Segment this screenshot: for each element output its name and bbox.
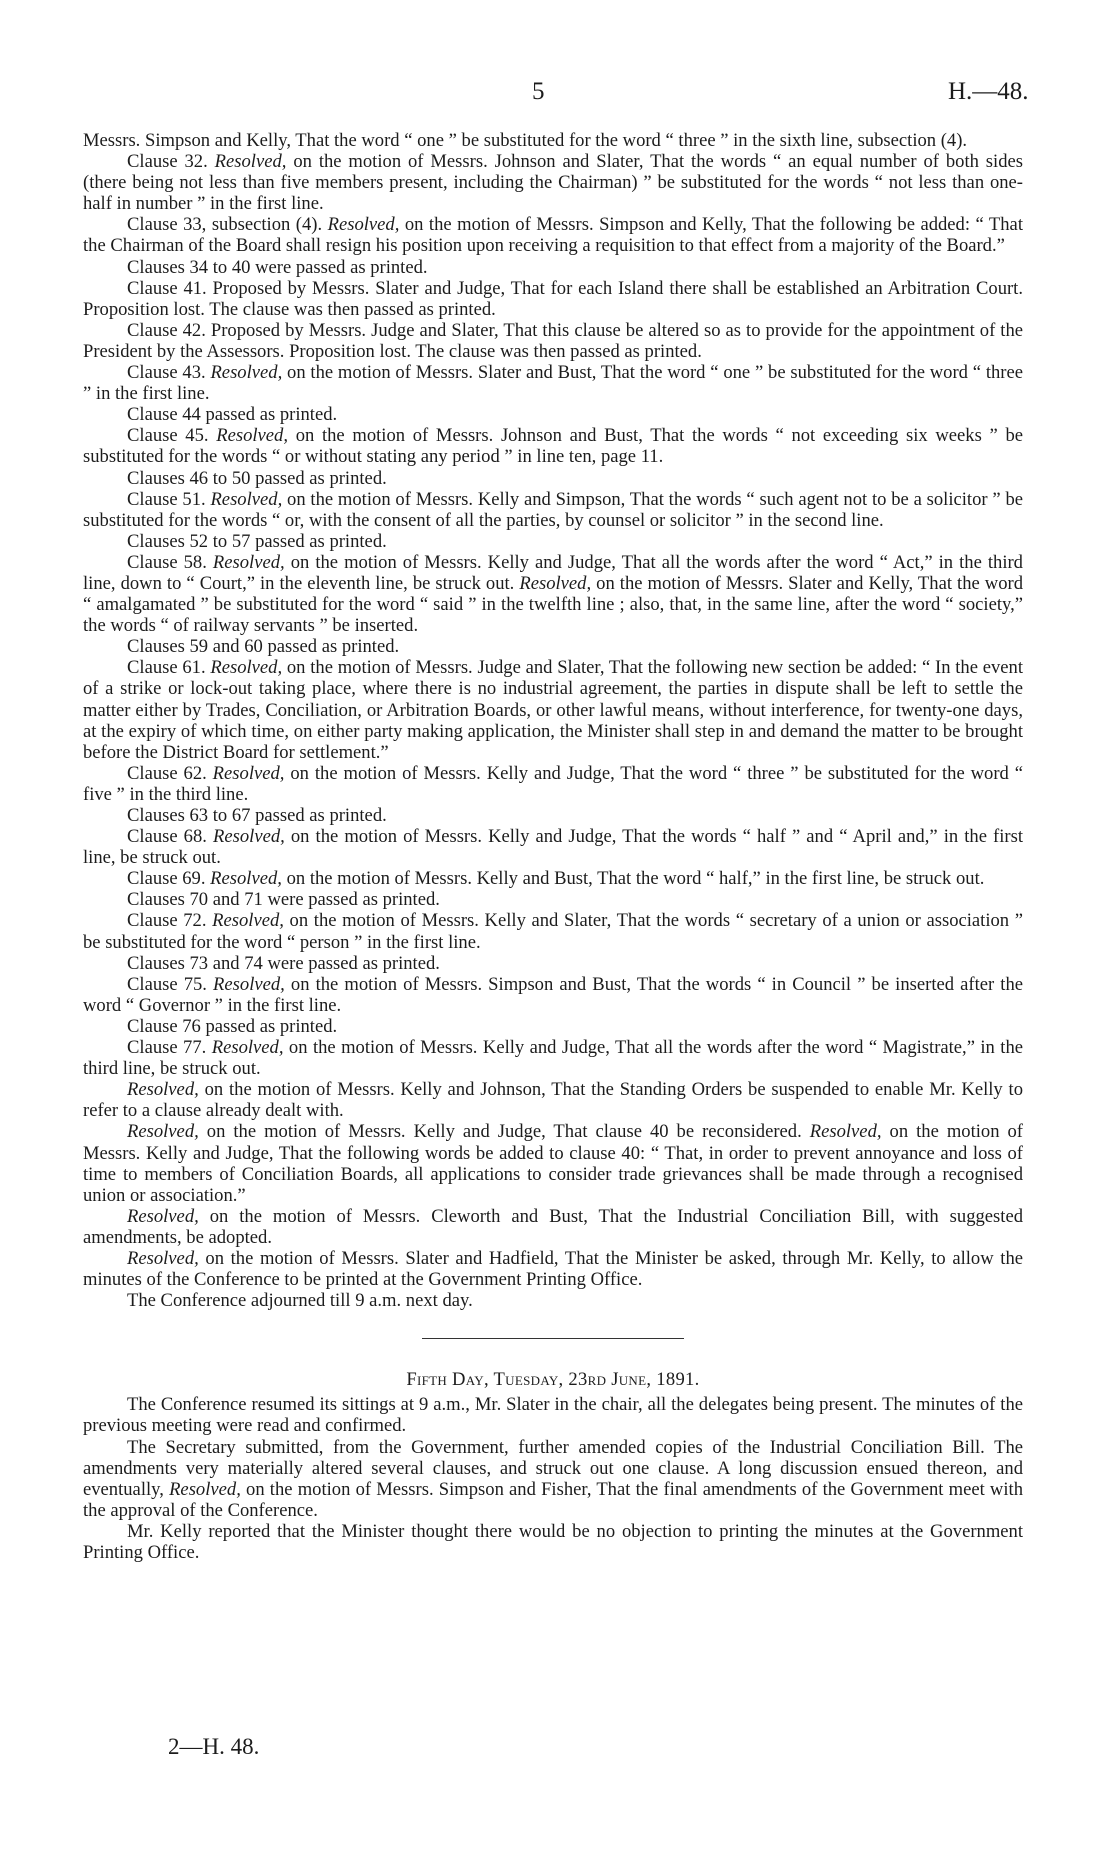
text-run: Clause 44 passed as printed. bbox=[127, 404, 338, 426]
paragraph bbox=[83, 974, 1023, 1016]
paragraph bbox=[83, 531, 1023, 552]
italic-run: Resolved, bbox=[127, 1079, 199, 1101]
italic-run: Resolved, bbox=[212, 910, 284, 932]
text-run: Clause 58. bbox=[127, 551, 213, 573]
text-run: Clauses 34 to 40 were passed as printed. bbox=[127, 256, 428, 278]
italic-run: Resolved, bbox=[214, 151, 287, 173]
paragraph bbox=[83, 404, 1023, 425]
text-run: Clause 76 passed as printed. bbox=[127, 1015, 338, 1037]
paragraph bbox=[83, 1437, 1023, 1521]
paragraph bbox=[83, 468, 1023, 489]
paragraph bbox=[83, 805, 1023, 826]
paragraph bbox=[83, 1248, 1023, 1290]
section-divider bbox=[422, 1338, 684, 1339]
text-run: Clause 69. bbox=[127, 868, 211, 890]
paragraph bbox=[83, 763, 1023, 805]
paragraph bbox=[83, 1079, 1023, 1121]
document-body bbox=[83, 130, 1023, 1563]
text-run: on the motion of Messrs. Kelly and Slater, That the words “ secretary of a union or association ” be substituted for the word “ person ” in the first line. bbox=[83, 910, 1023, 953]
text-run: on the motion of Messrs. Kelly and Judge, That the word “ three ” be substituted for the word “ five ” in the third line. bbox=[83, 762, 1023, 805]
paragraph bbox=[83, 657, 1023, 762]
italic-run: Resolved, bbox=[327, 214, 400, 236]
italic-run: Resolved, bbox=[519, 572, 592, 594]
text-run: on the motion of Messrs. Kelly and Judge, That all the words after the word “ Magistrate,” in the third line, be struck out. bbox=[83, 1037, 1023, 1080]
text-run: Clause 72. bbox=[127, 910, 213, 932]
paragraph bbox=[83, 278, 1023, 320]
italic-run: Resolved, bbox=[213, 826, 285, 848]
text-run: Clauses 59 and 60 passed as printed. bbox=[127, 636, 400, 658]
italic-run: Resolved, bbox=[210, 657, 283, 679]
paragraph bbox=[83, 257, 1023, 278]
text-run: Clause 33, subsection (4). bbox=[127, 214, 328, 236]
text-run: Clause 45. bbox=[127, 425, 217, 447]
italic-run: Resolved, bbox=[210, 362, 283, 384]
text-run: on the motion of Messrs. Johnson and Bust, That the words “ not exceeding six weeks ” be substituted for the words “ or without stating any period ” in line ten, page 11. bbox=[83, 425, 1023, 468]
paragraph bbox=[83, 362, 1023, 404]
paragraph bbox=[83, 151, 1023, 214]
text-run: Clause 77. bbox=[127, 1037, 212, 1059]
text-run: Clause 68. bbox=[127, 826, 214, 848]
paragraph bbox=[83, 826, 1023, 868]
paragraph bbox=[83, 425, 1023, 467]
italic-run: Resolved, bbox=[809, 1121, 882, 1143]
text-run: on the motion of Messrs. Slater and Kelly, That the word “ amalgamated ” be substituted for the word “ said ” in the twelfth line ; also, that, in the same line, after the word “ society,” the words “ of railway servants ” be inserted. bbox=[83, 572, 1023, 637]
text-run: on the motion of Messrs. Cleworth and Bust, That the Industrial Conciliation Bill, with suggested amendments, be adopted. bbox=[83, 1205, 1023, 1248]
paragraph bbox=[83, 130, 1023, 151]
paragraph bbox=[83, 1016, 1023, 1037]
text-run: on the motion of Messrs. Kelly and Bust, That the word “ half,” in the first line, be struck out. bbox=[281, 868, 985, 890]
text-run: The Conference adjourned till 9 a.m. next day. bbox=[127, 1290, 473, 1312]
paragraph bbox=[83, 214, 1023, 256]
paragraph bbox=[83, 1394, 1023, 1436]
text-run: Clause 43. bbox=[127, 362, 211, 384]
text-run: on the motion of Messrs. Simpson and Fisher, That the final amendments of the Government meet with the approval of the Conference. bbox=[83, 1478, 1023, 1521]
italic-run: Resolved, bbox=[213, 973, 285, 995]
text-run: Clauses 46 to 50 passed as printed. bbox=[127, 467, 387, 489]
minutes-after bbox=[83, 1394, 1023, 1563]
paragraph bbox=[83, 953, 1023, 974]
italic-run: Resolved, bbox=[212, 762, 285, 784]
text-run: Clauses 73 and 74 were passed as printed. bbox=[127, 952, 440, 974]
paragraph bbox=[83, 1521, 1023, 1563]
text-run: Clause 51. bbox=[127, 488, 211, 510]
italic-run: Resolved, bbox=[211, 1037, 284, 1059]
italic-run: Resolved, bbox=[127, 1205, 199, 1227]
italic-run: Resolved, bbox=[212, 551, 285, 573]
italic-run: Resolved, bbox=[210, 488, 283, 510]
paragraph bbox=[83, 489, 1023, 531]
italic-run: Resolved, bbox=[216, 425, 288, 447]
italic-run: Resolved, bbox=[127, 1247, 199, 1269]
paragraph bbox=[83, 1037, 1023, 1079]
text-run: on the motion of Messrs. Kelly and Judge, That all the words after the word “ Act,” in the third line, down to “ Court,” in the eleventh line, be struck out. bbox=[83, 551, 1023, 594]
paragraph bbox=[83, 320, 1023, 362]
page-number: 5 bbox=[532, 78, 545, 105]
text-run: on the motion of Messrs. Kelly and Judge, That the words “ half ” and “ April and,” in the first line, be struck out. bbox=[83, 826, 1023, 869]
paragraph bbox=[83, 552, 1023, 636]
italic-run: Resolved, bbox=[169, 1478, 241, 1500]
text-run: Clause 32. bbox=[127, 151, 215, 173]
text-run: Messrs. Simpson and Kelly, That the word “ one ” be substituted for the word “ three ” in the sixth line, subsection (4). bbox=[83, 130, 968, 151]
paragraph bbox=[83, 910, 1023, 952]
paragraph bbox=[83, 868, 1023, 889]
text-run: on the motion of Messrs. Slater and Bust, That the word “ one ” be substituted for the word “ three ” in the first line. bbox=[83, 362, 1023, 405]
text-run: Clauses 52 to 57 passed as printed. bbox=[127, 530, 387, 552]
text-run: Mr. Kelly reported that the Minister thought there would be no objection to printing the minutes at the Government Printing Office. bbox=[83, 1520, 1023, 1563]
paragraph bbox=[83, 1290, 1023, 1311]
text-run: Clause 42. Proposed by Messrs. Judge and Slater, That this clause be altered so as to provide for the appointment of the President by the Assessors. Proposition lost. The clause was then passed as printed. bbox=[83, 319, 1023, 362]
text-run: on the motion of Messrs. Judge and Slater, That the following new section be added: “ In the event of a strike or lock-out taking place, where there is no industrial agreement, the parties in dispute shall be left to settle the matter either by Trades, Conciliation, or Arbitration Boards, or other lawful means, without interference, for twenty-one days, at the expiry of which time, on either party making application, the Minister shall step in and demand the matter to be brought before the District Board for settlement.” bbox=[83, 657, 1023, 763]
text-run: Clause 75. bbox=[127, 973, 214, 995]
day-heading: Fifth Day, Tuesday, 23rd June, 1891. bbox=[406, 1369, 700, 1391]
sheet-signature: 2—H. 48. bbox=[168, 1734, 260, 1759]
text-run: Clauses 70 and 71 were passed as printed. bbox=[127, 889, 440, 911]
paragraph bbox=[83, 1121, 1023, 1205]
document-reference: H.—48. bbox=[948, 78, 1029, 105]
text-run: on the motion of Messrs. Kelly and Judge, That the following words be added to clause 40: “ That, in order to prevent annoyance and loss of time to members of Conciliation Boards, all applications to consider trade grievances shall be made through a recognised union or association.” bbox=[83, 1121, 1023, 1206]
text-run: on the motion of Messrs. Kelly and Johnson, That the Standing Orders be suspended to enable Mr. Kelly to refer to a clause already dealt with. bbox=[83, 1079, 1023, 1122]
italic-run: Resolved, bbox=[127, 1121, 199, 1143]
text-run: on the motion of Messrs. Simpson and Bust, That the words “ in Council ” be inserted after the word “ Governor ” in the first line. bbox=[83, 973, 1023, 1016]
text-run: Clause 41. Proposed by Messrs. Slater and Judge, That for each Island there shall be established an Arbitration Court. Proposition lost. The clause was then passed as printed. bbox=[83, 277, 1023, 320]
text-run: on the motion of Messrs. Johnson and Slater, That the words “ an equal number of both sides (there being not less than five members present, including the Chairman) ” be substituted for the words “ not less than one-half in number ” in the first line. bbox=[83, 151, 1023, 215]
paragraph bbox=[83, 889, 1023, 910]
text-run: on the motion of Messrs. Kelly and Simpson, That the words “ such agent not to be a solicitor ” be substituted for the words “ or, with the consent of all the parties, by counsel or solicitor ” in the second line. bbox=[83, 488, 1023, 531]
text-run: on the motion of Messrs. Simpson and Kelly, That the following be added: “ That the Chairman of the Board shall resign his position upon receiving a requisition to that effect from a majority of the Board.” bbox=[83, 214, 1023, 257]
minutes-before bbox=[83, 130, 1023, 1311]
text-run: Clause 62. bbox=[127, 762, 213, 784]
text-run: The Conference resumed its sittings at 9 a.m., Mr. Slater in the chair, all the delegates being present. The minutes of the previous meeting were read and confirmed. bbox=[83, 1394, 1023, 1437]
italic-run: Resolved, bbox=[210, 868, 282, 890]
paragraph bbox=[83, 1206, 1023, 1248]
text-run: Clauses 63 to 67 passed as printed. bbox=[127, 805, 387, 826]
text-run: on the motion of Messrs. Kelly and Judge, That clause 40 be reconsidered. bbox=[198, 1121, 810, 1143]
paragraph bbox=[83, 636, 1023, 657]
text-run: The Secretary submitted, from the Government, further amended copies of the Industrial Conciliation Bill. The amendments very materially altered several clauses, and struck out one clause. A long discussion ensued thereon, and eventually, bbox=[83, 1436, 1023, 1500]
text-run: on the motion of Messrs. Slater and Hadfield, That the Minister be asked, through Mr. Kelly, to allow the minutes of the Conference to be printed at the Government Printing Office. bbox=[83, 1247, 1023, 1291]
text-run: Clause 61. bbox=[127, 657, 211, 679]
